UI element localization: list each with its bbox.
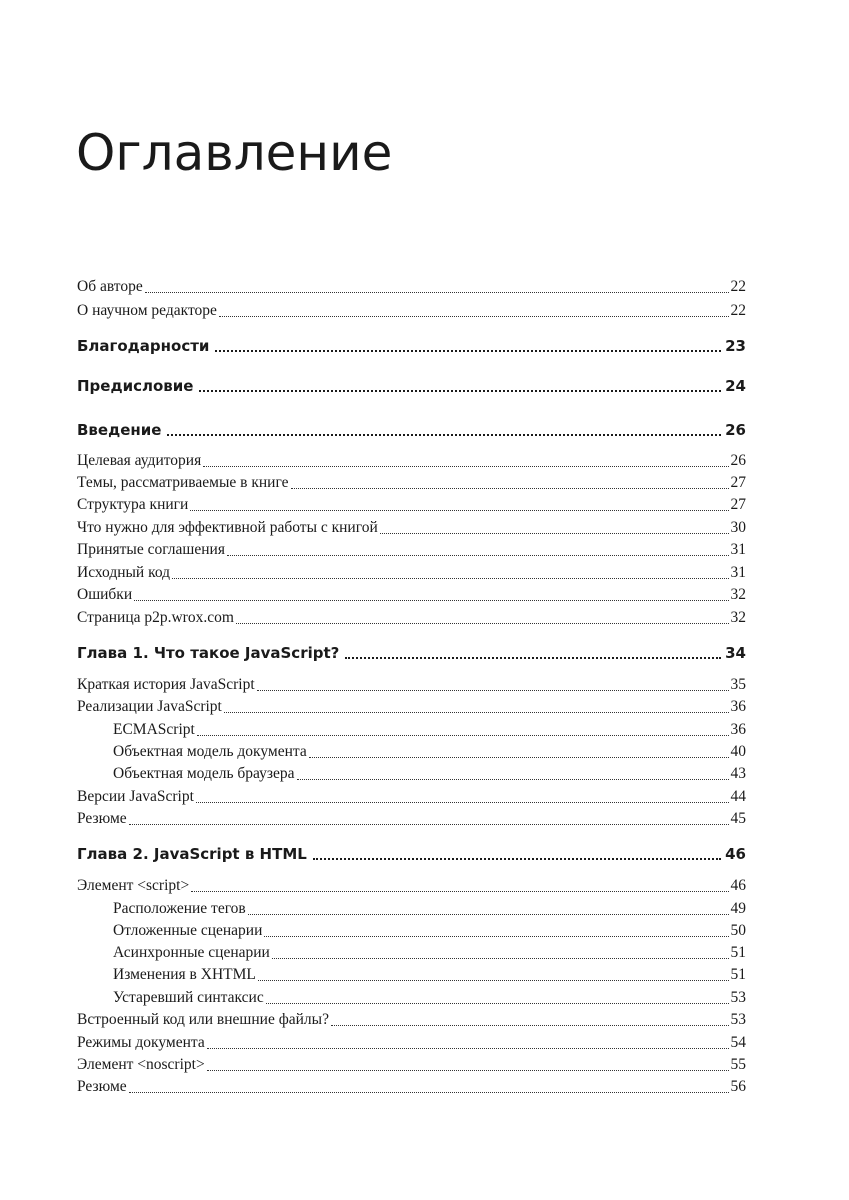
dot-leader	[264, 936, 728, 937]
toc-entry	[77, 786, 746, 808]
dot-leader	[227, 555, 729, 556]
dot-leader	[167, 434, 721, 436]
toc-entry	[77, 1076, 746, 1098]
toc-entry-page-number: 32	[730, 609, 746, 626]
toc-entry-page-number: 53	[730, 989, 746, 1006]
toc-entry	[77, 450, 746, 472]
dot-leader	[207, 1070, 729, 1071]
toc-entry-page-number: 22	[730, 302, 746, 319]
dot-leader	[207, 1048, 729, 1049]
dot-leader	[129, 824, 729, 825]
toc-entry	[77, 494, 746, 516]
toc-entry	[77, 539, 746, 561]
toc-entry-label: Введение	[77, 421, 162, 439]
dot-leader	[257, 690, 729, 691]
toc-entry-page-number: 26	[730, 452, 746, 469]
dot-leader	[236, 623, 729, 624]
dot-leader	[266, 1003, 729, 1004]
toc-entry-page-number: 46	[730, 877, 746, 894]
dot-leader	[291, 488, 729, 489]
toc-entry-page-number: 43	[730, 765, 746, 782]
dot-leader	[380, 533, 729, 534]
toc-entry-label: Версии JavaScript	[77, 788, 194, 805]
toc-entry	[77, 1032, 746, 1054]
dot-leader	[272, 958, 729, 959]
toc-entry-page-number: 46	[725, 845, 746, 863]
toc-entry-page-number: 27	[730, 474, 746, 491]
toc-entry-label: Благодарности	[77, 337, 210, 355]
toc-entry	[77, 300, 746, 322]
dot-leader	[196, 802, 729, 803]
toc-entry	[77, 641, 746, 665]
toc-entry-label: Что нужно для эффективной работы с книгой	[77, 519, 378, 536]
toc-entry-page-number: 34	[725, 644, 746, 662]
toc-entry-page-number: 32	[730, 586, 746, 603]
toc-entry-page-number: 49	[730, 900, 746, 917]
toc-entry-label: Объектная модель браузера	[113, 765, 295, 782]
toc-entry-label: Глава 1. Что такое JavaScript?	[77, 644, 340, 662]
toc-entry-page-number: 24	[725, 377, 746, 395]
toc-entry-label: Принятые соглашения	[77, 541, 225, 558]
toc-entry	[77, 741, 746, 763]
toc-entry	[77, 1054, 746, 1076]
toc-entry-page-number: 31	[730, 564, 746, 581]
toc-entry	[77, 472, 746, 494]
toc-entry	[77, 964, 746, 986]
toc-entry	[77, 334, 746, 358]
toc-entry-page-number: 22	[730, 278, 746, 295]
dot-leader	[258, 980, 729, 981]
toc-entry	[77, 763, 746, 785]
dot-leader	[190, 510, 728, 511]
dot-leader	[191, 891, 728, 892]
toc-entry-page-number: 35	[730, 676, 746, 693]
toc-entry-label: Устаревший синтаксис	[113, 989, 264, 1006]
toc-entry-label: Резюме	[77, 810, 127, 827]
dot-leader	[215, 350, 721, 352]
toc-entry-page-number: 55	[730, 1056, 746, 1073]
dot-leader	[172, 578, 728, 579]
toc-entry	[77, 808, 746, 830]
dot-leader	[331, 1025, 729, 1026]
dot-leader	[219, 316, 729, 317]
dot-leader	[313, 858, 721, 860]
toc-entry	[77, 1009, 746, 1031]
toc-entry-label: Краткая история JavaScript	[77, 676, 255, 693]
toc-entry-label: Темы, рассматриваемые в книге	[77, 474, 289, 491]
toc-entry-label: О научном редакторе	[77, 302, 217, 319]
toc-entry	[77, 674, 746, 696]
toc-entry-label: Расположение тегов	[113, 900, 246, 917]
toc-entry-label: Структура книги	[77, 496, 189, 513]
dot-leader	[309, 757, 729, 758]
toc-entry	[77, 920, 746, 942]
toc-entry-page-number: 51	[730, 966, 746, 983]
toc-entry-page-number: 27	[730, 496, 746, 513]
toc-entry-page-number: 44	[730, 788, 746, 805]
toc-entry-page-number: 30	[730, 519, 746, 536]
toc-entry-label: ECMAScript	[113, 721, 195, 738]
dot-leader	[129, 1092, 729, 1093]
toc-entry	[77, 607, 746, 629]
toc-entry-label: Глава 2. JavaScript в HTML	[77, 845, 307, 863]
toc-entry-label: Элемент <noscript>	[77, 1056, 205, 1073]
toc-entry	[77, 696, 746, 718]
toc-entry-label: Элемент <script>	[77, 877, 190, 894]
toc-entry-label: Встроенный код или внешние файлы?	[77, 1011, 329, 1028]
toc-entry	[77, 584, 746, 606]
toc-entry-page-number: 54	[730, 1034, 746, 1051]
dot-leader	[224, 712, 729, 713]
toc-entry-page-number: 51	[730, 944, 746, 961]
toc-entry	[77, 898, 746, 920]
toc-entry-label: Изменения в XHTML	[113, 966, 256, 983]
toc-entry	[77, 942, 746, 964]
toc-entry	[77, 276, 746, 298]
toc-entry	[77, 517, 746, 539]
toc-entry	[77, 842, 746, 866]
toc-entry-page-number: 31	[730, 541, 746, 558]
dot-leader	[203, 466, 728, 467]
page-title: Оглавление	[76, 124, 393, 182]
toc-entry-label: Асинхронные сценарии	[113, 944, 270, 961]
toc-entry-page-number: 26	[725, 421, 746, 439]
toc-entry-page-number: 40	[730, 743, 746, 760]
toc-entry	[77, 987, 746, 1009]
toc-entry-label: Страница p2p.wrox.com	[77, 609, 234, 626]
toc-entry-label: Исходный код	[77, 564, 171, 581]
toc-entry-page-number: 23	[725, 337, 746, 355]
toc-entry-label: Целевая аудитория	[77, 452, 202, 469]
toc-entry-label: Резюме	[77, 1078, 127, 1095]
toc-entry	[77, 719, 746, 741]
toc-entry-label: Предисловие	[77, 377, 194, 395]
toc-entry-page-number: 56	[730, 1078, 746, 1095]
dot-leader	[197, 735, 729, 736]
toc-entry	[77, 875, 746, 897]
toc-entry	[77, 562, 746, 584]
toc-entry	[77, 374, 746, 398]
dot-leader	[297, 779, 729, 780]
toc-entry-label: Отложенные сценарии	[113, 922, 263, 939]
toc-entry-label: Об авторе	[77, 278, 143, 295]
dot-leader	[145, 292, 729, 293]
toc-entry-page-number: 45	[730, 810, 746, 827]
dot-leader	[248, 914, 729, 915]
toc-entry-label: Режимы документа	[77, 1034, 205, 1051]
toc-entry-label: Ошибки	[77, 586, 133, 603]
dot-leader	[134, 600, 728, 601]
toc-entry-page-number: 53	[730, 1011, 746, 1028]
toc-entry-page-number: 36	[730, 721, 746, 738]
toc-entry-label: Реализации JavaScript	[77, 698, 222, 715]
toc-entry-page-number: 50	[730, 922, 746, 939]
toc-entry-page-number: 36	[730, 698, 746, 715]
dot-leader	[199, 390, 721, 392]
toc-entry	[77, 418, 746, 442]
toc-entry-label: Объектная модель документа	[113, 743, 307, 760]
dot-leader	[345, 657, 721, 659]
